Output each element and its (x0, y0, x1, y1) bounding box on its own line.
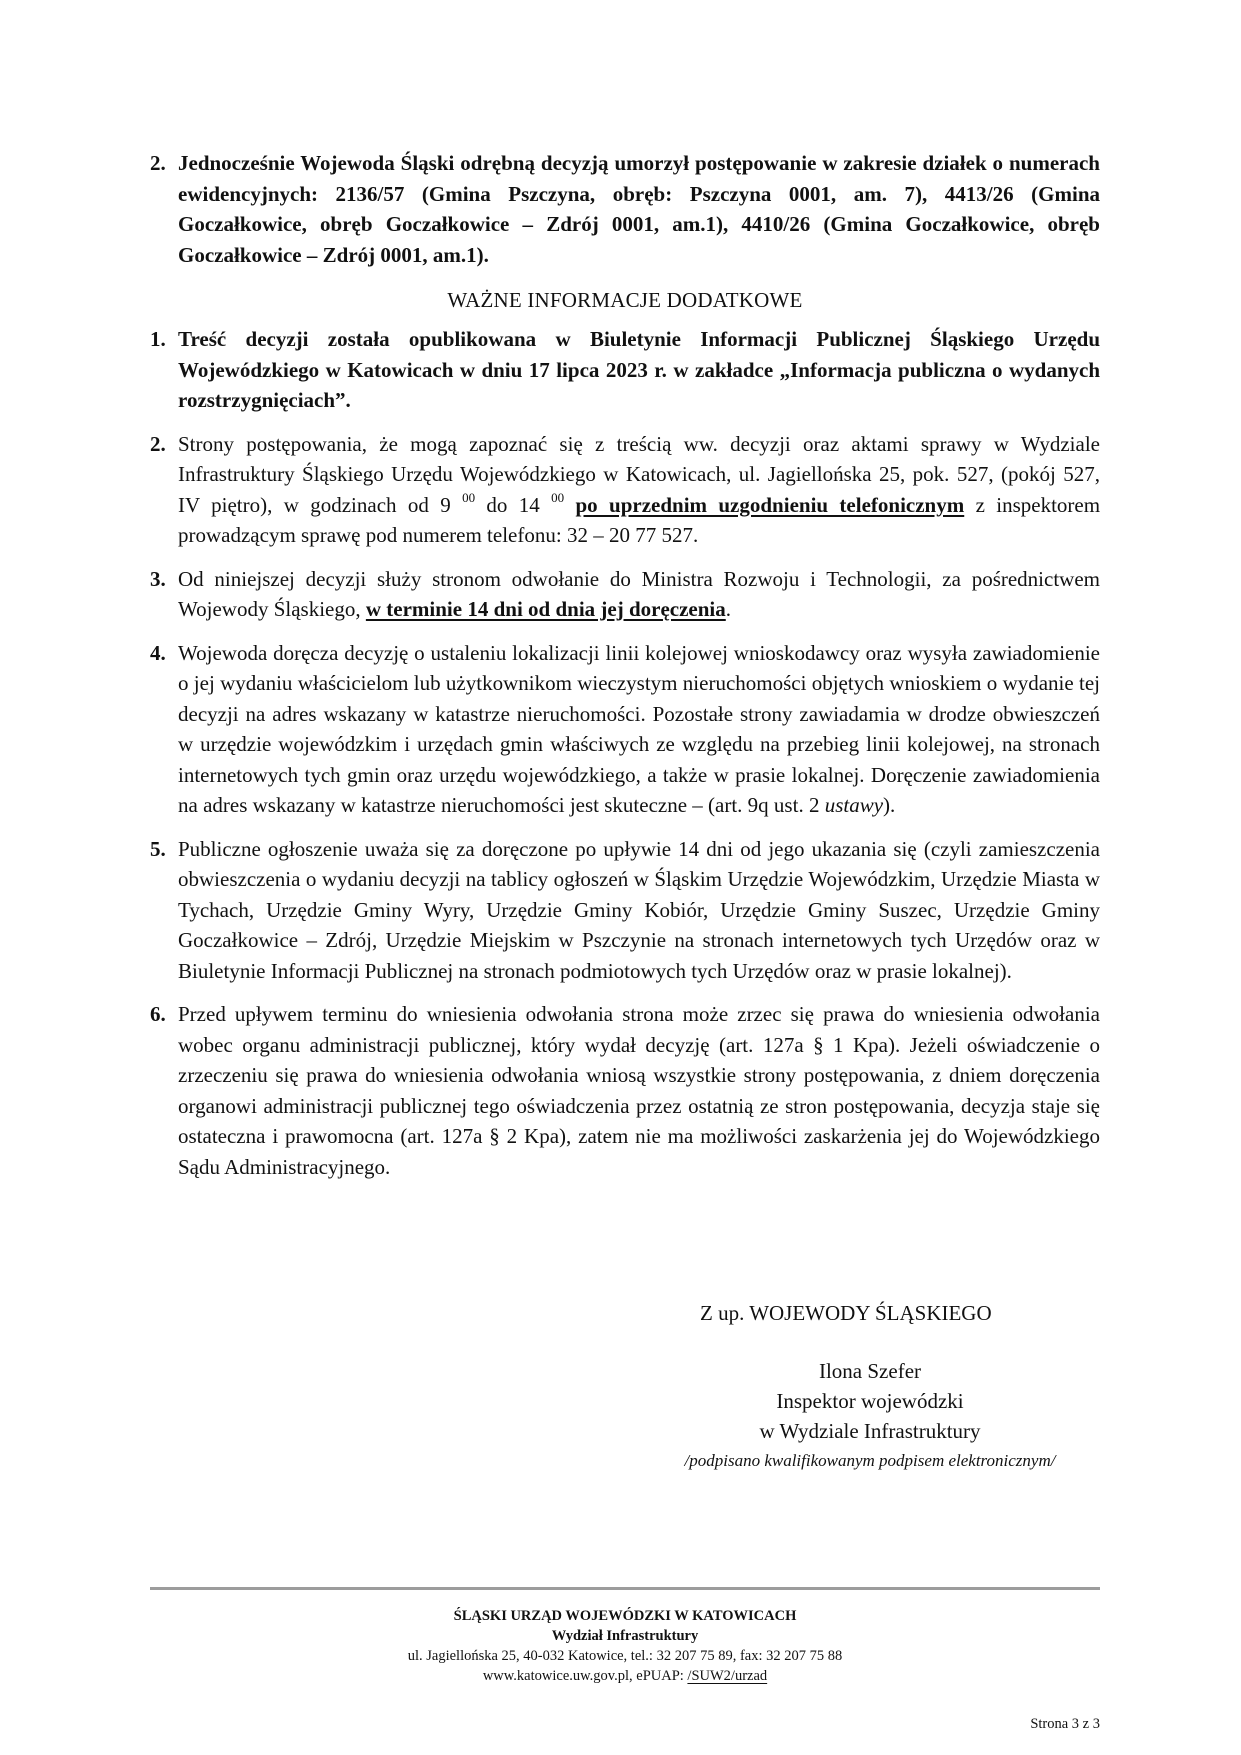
page-footer (150, 1606, 1100, 1686)
item-text: . (725, 597, 732, 621)
list-item (150, 148, 1100, 270)
footer-office-name: ŚLĄSKI URZĄD WOJEWÓDZKI W KATOWICACH (453, 1608, 797, 1624)
item-number: 1. (150, 327, 166, 351)
item-number: 3. (150, 566, 166, 591)
item-number: 2. (150, 431, 166, 456)
underlined-emphasis: w terminie 14 dni od dnia jej doręczenia (365, 597, 726, 621)
item-text: Treść decyzji została opublikowana w Biuletynie Informacji Publicznej Śląskiego Urzędu Wojewódzkiego w Katowicach w dniu 17 lipca 2023 r. w zakładce „Informacja publiczna o wydanych rozstrzygnięciach”. (178, 327, 1100, 412)
list-item (150, 429, 1100, 551)
footer-website: www.katowice.uw.gov.pl, ePUAP: (482, 1668, 684, 1684)
item-number: 5. (150, 836, 166, 861)
footer-web (150, 1666, 1100, 1686)
info-list (150, 324, 1100, 1182)
item-text: ). (883, 793, 896, 817)
section-title: WAŻNE INFORMACJE DODATKOWE (447, 288, 803, 312)
hour-superscript: 00 (462, 489, 476, 505)
footer-department: Wydział Infrastruktury (551, 1628, 699, 1644)
hour-superscript: 00 (551, 489, 565, 505)
item-number: 2. (150, 151, 166, 175)
item-text: Publiczne ogłoszenie uważa się za doręczone po upływie 14 dni od jego ukazania się (czyli zamieszczenia obwieszczenia o wydaniu decyzji na tablicy ogłoszeń w Śląskim Urzędzie Wojewódzkim, Urzędzie Miasta w Tychach, Urzędzie Gminy Wyry, Urzędzie Gminy Kobiór, Urzędzie Gminy Suszec, Urzędzie Gminy Goczałkowice – Zdrój, Urzędzie Miejskim w Pszczynie na stronach internetowych tych Urzędów oraz w Biuletynie Informacji Publicznej na stronach podmiotowych tych Urzędów oraz w prasie lokalnej). (178, 836, 1100, 983)
signature-header: Z up. WOJEWODY ŚLĄSKIEGO (700, 1301, 992, 1325)
underlined-emphasis: po uprzednim uzgodnieniu telefonicznym (575, 492, 965, 517)
document-body (150, 148, 1100, 1195)
signer-name: Ilona Szefer (818, 1359, 922, 1383)
footer-divider (150, 1587, 1100, 1590)
list-item (150, 638, 1100, 821)
footer-address: ul. Jagiellońska 25, 40-032 Katowice, tel.: 32 207 75 89, fax: 32 207 75 88 (407, 1648, 843, 1664)
item-text: Jednocześnie Wojewoda Śląski odrębną decyzją umorzył postępowanie w zakresie działek o numerach ewidencyjnych: 2136/57 (Gmina Pszczyna, obręb: Pszczyna 0001, am. 7), 4413/26 (Gmina Goczałkowice, obręb Goczałkowice – Zdrój 0001, am.1), 4410/26 (Gmina Goczałkowice, obręb Goczałkowice – Zdrój 0001, am.1). (178, 151, 1100, 267)
list-item (150, 999, 1100, 1182)
epuap-link[interactable]: /SUW2/urzad (687, 1668, 768, 1684)
item-text: Wojewoda doręcza decyzję o ustaleniu lokalizacji linii kolejowej wnioskodawcy oraz wysyła zawiadomienie o jej wydaniu właścicielom lub użytkownikom wieczystym nieruchomości objętych wnioskiem o wydanie tej decyzji na adres wskazany w katastrze nieruchomości. Pozostałe strony zawiadamia w drodze obwieszczeń w urzędzie wojewódzkim i urzędach gmin właściwych ze względu na przebieg linii kolejowej, na stronach internetowych tych gmin oraz urzędu wojewódzkiego, a także w prasie lokalnej. Doręczenie zawiadomienia na adres wskazany w katastrze nieruchomości jest skuteczne – (art. 9q ust. 2 (178, 640, 1100, 817)
list-item (150, 564, 1100, 625)
page-number: Strona 3 z 3 (1030, 1716, 1100, 1732)
item-number: 4. (150, 640, 166, 665)
list-item (150, 834, 1100, 987)
list-item (150, 324, 1100, 416)
signature-note: /podpisano kwalifikowanym podpisem elektronicznym/ (684, 1451, 1056, 1470)
italic-term: ustawy (824, 793, 884, 817)
item-number: 6. (150, 1002, 166, 1026)
decision-list-top (150, 148, 1100, 270)
item-text: Od niniejszej decyzji służy stronom odwołanie do Ministra Rozwoju i Technologii, za pośrednictwem Wojewody Śląskiego, (178, 566, 1100, 621)
item-text: do 14 (486, 492, 540, 517)
item-text: z inspektorem prowadzącym sprawę pod numerem telefonu: 32 – 20 77 527. (178, 492, 1101, 547)
item-text: Strony postępowania, że mogą zapoznać się z treścią ww. decyzji oraz aktami sprawy w Wydziale Infrastruktury Śląskiego Urzędu Wojewódzkiego w Katowicach, ul. Jagiellońska 25, pok. 527, (pokój 527, IV piętro), w godzinach od 9 (178, 431, 1100, 517)
signer-department: w Wydziale Infrastruktury (759, 1419, 981, 1443)
item-text: Przed upływem terminu do wniesienia odwołania strona może zrzec się prawa do wniesienia odwołania wobec organu administracji publicznej, który wydał decyzję (art. 127a § 1 Kpa). Jeżeli oświadczenie o zrzeczeniu się prawa do wniesienia odwołania wniosą wszystkie strony postępowania, z dniem doręczenia organowi administracji publicznej tego oświadczenia przez ostatnią ze stron postępowania, decyzja staje się ostateczna i prawomocna (art. 127a § 2 Kpa), zatem nie ma możliwości zaskarżenia jej do Wojewódzkiego Sądu Administracyjnego. (178, 1002, 1100, 1179)
signer-position: Inspektor wojewódzki (776, 1389, 964, 1413)
